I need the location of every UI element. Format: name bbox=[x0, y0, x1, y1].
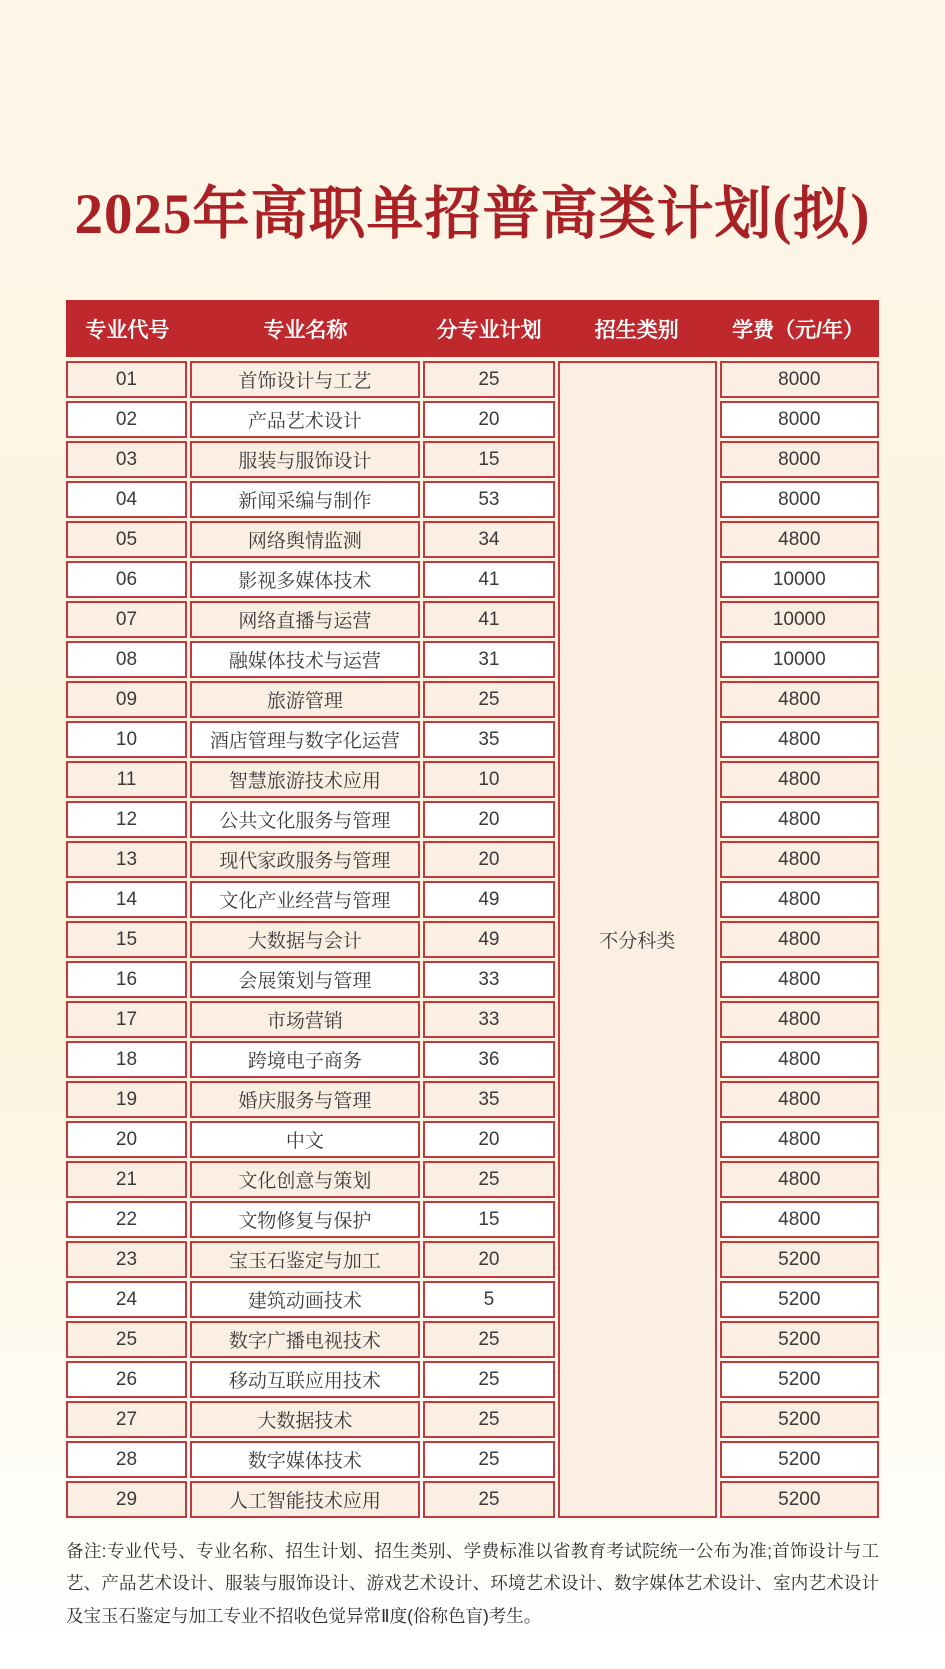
table-row bbox=[66, 601, 879, 638]
plan-cell: 41 bbox=[423, 601, 555, 638]
table-row bbox=[66, 521, 879, 558]
major-code-cell: 06 bbox=[66, 561, 187, 598]
plan-cell: 25 bbox=[423, 1161, 555, 1198]
fee-cell: 4800 bbox=[720, 721, 879, 758]
fee-cell: 4800 bbox=[720, 921, 879, 958]
plan-cell: 33 bbox=[423, 961, 555, 998]
major-name-cell: 影视多媒体技术 bbox=[190, 561, 420, 598]
fee-cell: 5200 bbox=[720, 1481, 879, 1518]
table-row bbox=[66, 561, 879, 598]
fee-cell: 4800 bbox=[720, 1161, 879, 1198]
major-code-cell: 15 bbox=[66, 921, 187, 958]
major-name-cell: 首饰设计与工艺 bbox=[190, 361, 420, 398]
table-row bbox=[66, 1121, 879, 1158]
major-name-cell: 大数据与会计 bbox=[190, 921, 420, 958]
fee-cell: 5200 bbox=[720, 1241, 879, 1278]
plan-cell: 25 bbox=[423, 1321, 555, 1358]
major-name-cell: 人工智能技术应用 bbox=[190, 1481, 420, 1518]
table-row bbox=[66, 681, 879, 718]
fee-cell: 5200 bbox=[720, 1441, 879, 1478]
major-code-cell: 01 bbox=[66, 361, 187, 398]
major-code-cell: 29 bbox=[66, 1481, 187, 1518]
plan-cell: 49 bbox=[423, 881, 555, 918]
major-code-cell: 05 bbox=[66, 521, 187, 558]
table-row bbox=[66, 1041, 879, 1078]
major-name-cell: 大数据技术 bbox=[190, 1401, 420, 1438]
major-name-cell: 文化产业经营与管理 bbox=[190, 881, 420, 918]
major-code-cell: 21 bbox=[66, 1161, 187, 1198]
enrollment-plan-table bbox=[63, 358, 882, 1521]
plan-cell: 20 bbox=[423, 1121, 555, 1158]
major-name-cell: 文物修复与保护 bbox=[190, 1201, 420, 1238]
table-row bbox=[66, 761, 879, 798]
fee-cell: 4800 bbox=[720, 961, 879, 998]
fee-cell: 8000 bbox=[720, 481, 879, 518]
major-code-cell: 18 bbox=[66, 1041, 187, 1078]
page-title: 2025年高职单招普高类计划(拟) bbox=[74, 183, 871, 246]
column-header-fee: 学费（元/年） bbox=[732, 318, 864, 342]
footnote-text: 备注:专业代号、专业名称、招生计划、招生类别、学费标准以省教育考试院统一公布为准;首饰设计与工艺、产品艺术设计、服装与服饰设计、游戏艺术设计、环境艺术设计、数字媒体艺术设计、室内艺术设计及宝玉石鉴定与加工专业不招收色觉异常Ⅱ度(俗称色盲)考生。 bbox=[66, 1541, 879, 1626]
table-row bbox=[66, 961, 879, 998]
category-merged-cell: 不分科类 bbox=[558, 361, 717, 1518]
major-code-cell: 23 bbox=[66, 1241, 187, 1278]
major-code-cell: 22 bbox=[66, 1201, 187, 1238]
major-name-cell: 会展策划与管理 bbox=[190, 961, 420, 998]
major-name-cell: 婚庆服务与管理 bbox=[190, 1081, 420, 1118]
fee-cell: 4800 bbox=[720, 1041, 879, 1078]
table-row bbox=[66, 1241, 879, 1278]
plan-cell: 20 bbox=[423, 401, 555, 438]
plan-cell: 25 bbox=[423, 681, 555, 718]
table-row bbox=[66, 1321, 879, 1358]
plan-cell: 35 bbox=[423, 721, 555, 758]
plan-cell: 15 bbox=[423, 1201, 555, 1238]
plan-cell: 34 bbox=[423, 521, 555, 558]
major-code-cell: 27 bbox=[66, 1401, 187, 1438]
major-name-cell: 宝玉石鉴定与加工 bbox=[190, 1241, 420, 1278]
plan-cell: 5 bbox=[423, 1281, 555, 1318]
fee-cell: 4800 bbox=[720, 801, 879, 838]
major-code-cell: 08 bbox=[66, 641, 187, 678]
table-row bbox=[66, 1481, 879, 1518]
table-row bbox=[66, 881, 879, 918]
plan-cell: 20 bbox=[423, 1241, 555, 1278]
plan-cell: 36 bbox=[423, 1041, 555, 1078]
major-name-cell: 酒店管理与数字化运营 bbox=[190, 721, 420, 758]
table-row bbox=[66, 1161, 879, 1198]
plan-cell: 10 bbox=[423, 761, 555, 798]
fee-cell: 4800 bbox=[720, 761, 879, 798]
major-code-cell: 03 bbox=[66, 441, 187, 478]
major-code-cell: 11 bbox=[66, 761, 187, 798]
major-code-cell: 24 bbox=[66, 1281, 187, 1318]
major-name-cell: 移动互联应用技术 bbox=[190, 1361, 420, 1398]
fee-cell: 4800 bbox=[720, 841, 879, 878]
major-code-cell: 20 bbox=[66, 1121, 187, 1158]
column-header-plan: 分专业计划 bbox=[436, 318, 542, 342]
major-name-cell: 智慧旅游技术应用 bbox=[190, 761, 420, 798]
fee-cell: 8000 bbox=[720, 401, 879, 438]
table-row bbox=[66, 1441, 879, 1478]
table-row bbox=[66, 441, 879, 478]
major-name-cell: 新闻采编与制作 bbox=[190, 481, 420, 518]
major-code-cell: 17 bbox=[66, 1001, 187, 1038]
fee-cell: 4800 bbox=[720, 1001, 879, 1038]
major-code-cell: 09 bbox=[66, 681, 187, 718]
fee-cell: 4800 bbox=[720, 1121, 879, 1158]
major-code-cell: 07 bbox=[66, 601, 187, 638]
plan-cell: 20 bbox=[423, 801, 555, 838]
table-row bbox=[66, 1001, 879, 1038]
major-name-cell: 融媒体技术与运营 bbox=[190, 641, 420, 678]
fee-cell: 8000 bbox=[720, 361, 879, 398]
major-name-cell: 网络直播与运营 bbox=[190, 601, 420, 638]
table-row bbox=[66, 721, 879, 758]
fee-cell: 5200 bbox=[720, 1321, 879, 1358]
fee-cell: 4800 bbox=[720, 881, 879, 918]
plan-cell: 25 bbox=[423, 1481, 555, 1518]
plan-cell: 49 bbox=[423, 921, 555, 958]
fee-cell: 5200 bbox=[720, 1361, 879, 1398]
plan-cell: 53 bbox=[423, 481, 555, 518]
major-code-cell: 12 bbox=[66, 801, 187, 838]
major-name-cell: 网络舆情监测 bbox=[190, 521, 420, 558]
fee-cell: 10000 bbox=[720, 561, 879, 598]
plan-cell: 25 bbox=[423, 361, 555, 398]
plan-cell: 15 bbox=[423, 441, 555, 478]
table-row bbox=[66, 1281, 879, 1318]
table-row bbox=[66, 481, 879, 518]
fee-cell: 5200 bbox=[720, 1401, 879, 1438]
major-name-cell: 建筑动画技术 bbox=[190, 1281, 420, 1318]
major-code-cell: 26 bbox=[66, 1361, 187, 1398]
fee-cell: 10000 bbox=[720, 641, 879, 678]
major-code-cell: 25 bbox=[66, 1321, 187, 1358]
table-row bbox=[66, 361, 879, 398]
column-header-code: 专业代号 bbox=[85, 318, 170, 342]
table-header-bar bbox=[66, 300, 879, 357]
major-name-cell: 数字广播电视技术 bbox=[190, 1321, 420, 1358]
major-name-cell: 旅游管理 bbox=[190, 681, 420, 718]
major-name-cell: 公共文化服务与管理 bbox=[190, 801, 420, 838]
plan-cell: 25 bbox=[423, 1361, 555, 1398]
major-name-cell: 跨境电子商务 bbox=[190, 1041, 420, 1078]
table-row bbox=[66, 801, 879, 838]
major-code-cell: 16 bbox=[66, 961, 187, 998]
fee-cell: 8000 bbox=[720, 441, 879, 478]
plan-cell: 20 bbox=[423, 841, 555, 878]
table-row bbox=[66, 641, 879, 678]
major-name-cell: 市场营销 bbox=[190, 1001, 420, 1038]
major-code-cell: 02 bbox=[66, 401, 187, 438]
plan-cell: 35 bbox=[423, 1081, 555, 1118]
plan-cell: 31 bbox=[423, 641, 555, 678]
major-code-cell: 14 bbox=[66, 881, 187, 918]
table-row bbox=[66, 841, 879, 878]
table-row bbox=[66, 1361, 879, 1398]
major-code-cell: 10 bbox=[66, 721, 187, 758]
major-code-cell: 13 bbox=[66, 841, 187, 878]
major-name-cell: 数字媒体技术 bbox=[190, 1441, 420, 1478]
table-row bbox=[66, 1201, 879, 1238]
table-row bbox=[66, 1081, 879, 1118]
column-header-category: 招生类别 bbox=[594, 318, 679, 342]
plan-cell: 25 bbox=[423, 1401, 555, 1438]
table-row bbox=[66, 1401, 879, 1438]
plan-cell: 33 bbox=[423, 1001, 555, 1038]
fee-cell: 4800 bbox=[720, 1201, 879, 1238]
table-body bbox=[66, 361, 879, 1518]
major-code-cell: 28 bbox=[66, 1441, 187, 1478]
table-row bbox=[66, 921, 879, 958]
major-name-cell: 中文 bbox=[190, 1121, 420, 1158]
plan-cell: 25 bbox=[423, 1441, 555, 1478]
fee-cell: 4800 bbox=[720, 1081, 879, 1118]
column-header-major-name: 专业名称 bbox=[263, 318, 348, 342]
fee-cell: 5200 bbox=[720, 1281, 879, 1318]
table-row bbox=[66, 401, 879, 438]
fee-cell: 10000 bbox=[720, 601, 879, 638]
major-name-cell: 文化创意与策划 bbox=[190, 1161, 420, 1198]
major-name-cell: 产品艺术设计 bbox=[190, 401, 420, 438]
major-code-cell: 04 bbox=[66, 481, 187, 518]
plan-cell: 41 bbox=[423, 561, 555, 598]
major-name-cell: 服装与服饰设计 bbox=[190, 441, 420, 478]
major-code-cell: 19 bbox=[66, 1081, 187, 1118]
major-name-cell: 现代家政服务与管理 bbox=[190, 841, 420, 878]
fee-cell: 4800 bbox=[720, 681, 879, 718]
fee-cell: 4800 bbox=[720, 521, 879, 558]
